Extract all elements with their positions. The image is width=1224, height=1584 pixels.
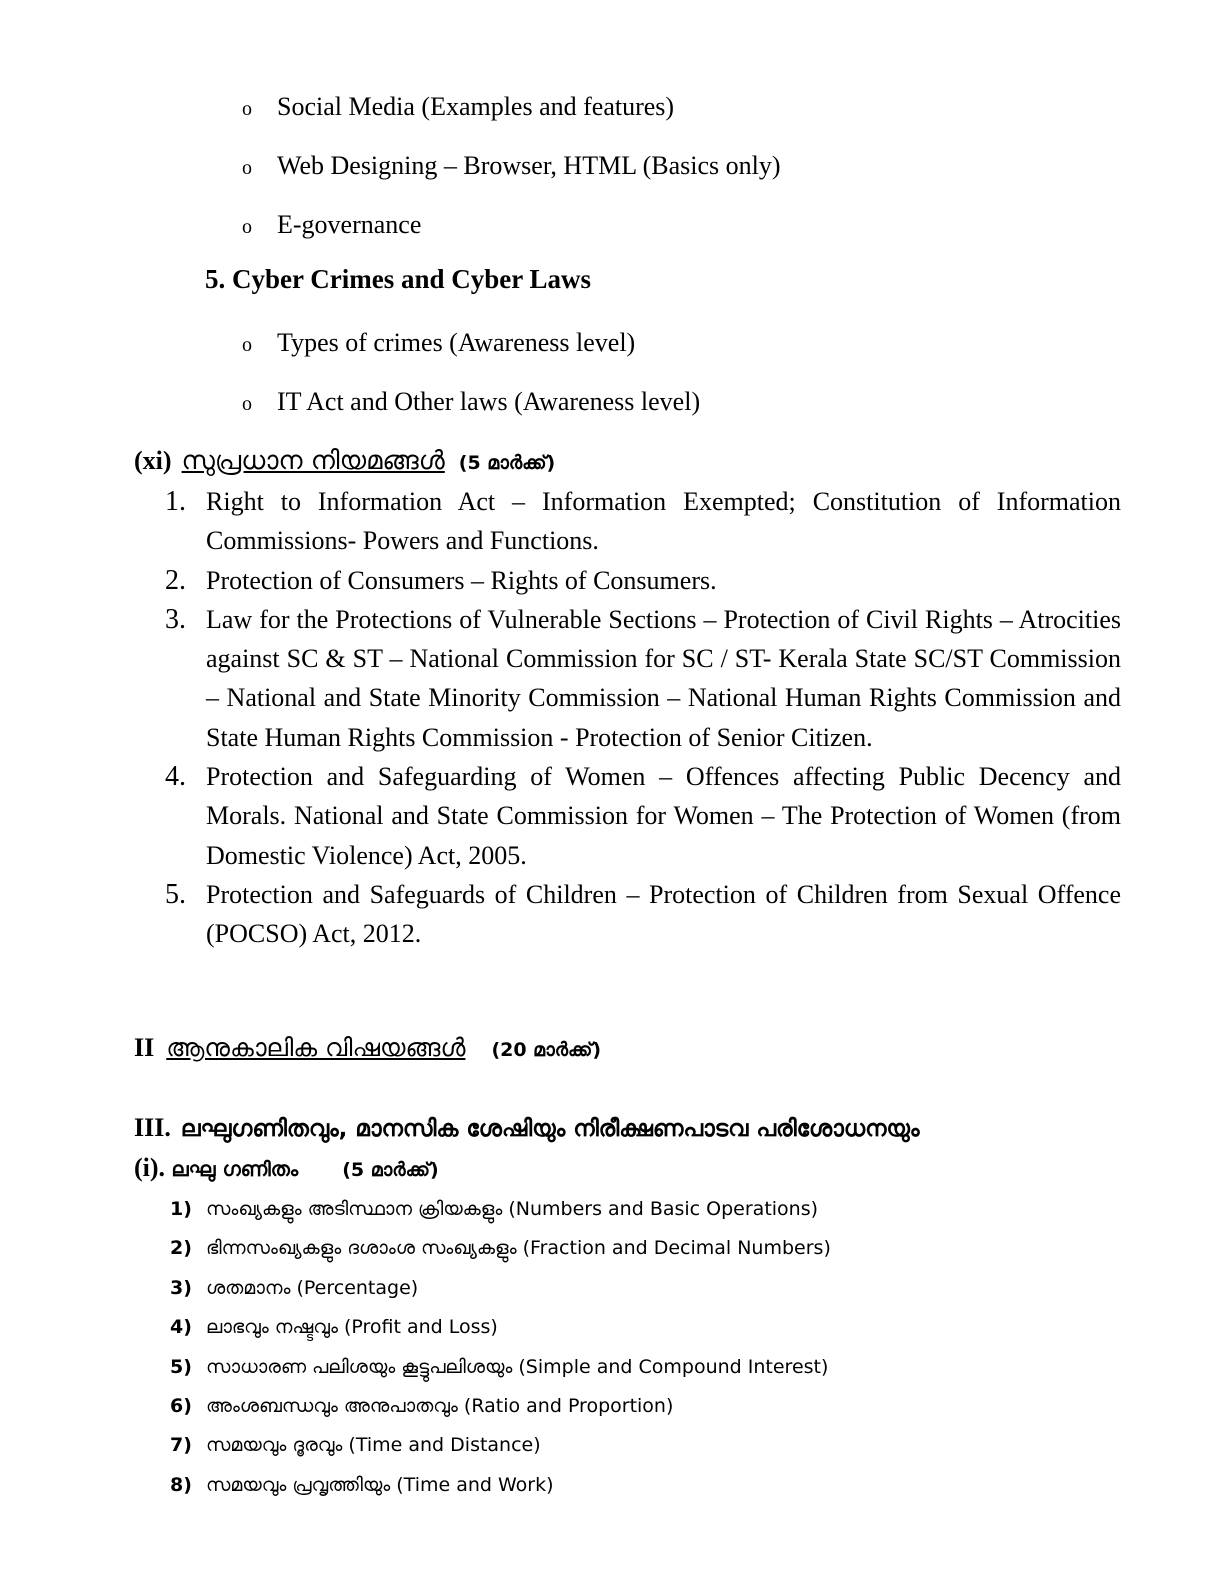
item-text: Law for the Protections of Vulnerable Sections – Protection of Civil Rights – Atrocities against SC & ST – National Commission for SC / ST- Kerala State SC/ST Commission – National and State Minority Commission – National Human Rights Commission and State Human Rights Commission - Protection of Senior Citizen. [206,604,1121,752]
item-text: സംഖ്യകളും അടിസ്ഥാന ക്രിയകളും (Numbers and Basic Operations) [206,1198,819,1220]
item-number: 5) [170,1355,192,1378]
list-item [242,145,781,204]
bullet-icon: o [242,157,252,179]
section-label: III. [134,1113,171,1142]
section-label: II [134,1033,155,1062]
bullet-icon: o [242,216,252,238]
item-number: 4) [170,1316,192,1339]
item-number: 3) [170,1276,192,1299]
item-number: 1. [165,486,186,517]
section-marks: (5 മാർക്ക്) [458,452,556,474]
item-text: ശതമാനം (Percentage) [206,1276,419,1299]
list-item [170,1348,831,1387]
item-number: 6) [170,1394,192,1417]
bullet-icon: o [242,393,252,415]
section-label: (i). [134,1153,166,1182]
item-text: സമയവും പ്രവൃത്തിയും (Time and Work) [206,1473,554,1496]
section-title: ലഘുഗണിതവും, മാനസിക ശേഷിയും നിരീക്ഷണപാടവ പരിശോധനയും [180,1116,920,1142]
section-marks: (20 മാർക്ക്) [491,1039,602,1061]
item-text: Protection and Safeguarding of Women – Offences affecting Public Decency and Morals. National and State Commission for Women – The Protection of Women (from Domestic Violence) Act, 2005. [206,762,1121,870]
item-text: Right to Information Act – Information Exempted; Constitution of Information Commissions- Powers and Functions. [206,487,1121,556]
list-item [165,482,1121,561]
item-text: സമയവും ദൂരവും (Time and Distance) [206,1434,541,1457]
item-number: 2) [170,1237,192,1260]
section-heading-iii [134,1113,920,1143]
item-number: 2. [165,564,186,596]
list-item [170,1426,831,1465]
laws-list [165,482,1121,954]
subsection-heading-i [134,1153,439,1183]
item-text: സാധാരണ പലിശയും കൂട്ടുപലിശയും (Simple and Compound Interest) [206,1355,829,1378]
section-label: (xi) [134,446,172,475]
item-number: 5. [165,878,186,910]
bullet-text: Social Media (Examples and features) [277,92,675,121]
list-item [170,1269,831,1308]
item-number: 8) [170,1473,192,1496]
item-number: 1) [170,1198,192,1220]
list-item [242,322,700,381]
list-item [165,600,1121,757]
bullet-text: E-governance [277,210,422,239]
list-item [170,1229,831,1268]
bullet-icon: o [242,98,252,120]
list-item [170,1308,831,1347]
list-item [165,757,1121,875]
sub5-bullet-list [242,322,700,440]
item-text: ലാഭവും നഷ്ടവും (Profit and Loss) [206,1316,498,1339]
bullet-text: IT Act and Other laws (Awareness level) [277,387,701,416]
list-item [165,561,1121,600]
top-bullet-list [242,86,781,263]
item-text: അംശബന്ധവും അനുപാതവും (Ratio and Proportion) [206,1394,674,1417]
list-item [170,1387,831,1426]
bullet-icon: o [242,334,252,356]
item-text: ഭിന്നസംഖ്യകളും ദശാംശ സംഖ്യകളും (Fraction and Decimal Numbers) [206,1237,831,1260]
bullet-text: Types of crimes (Awareness level) [277,328,636,357]
section-title: ലഘു ഗണിതം [171,1157,299,1181]
section-marks: (5 മാർക്ക്) [342,1159,439,1181]
list-item [242,86,781,145]
item-number: 7) [170,1434,192,1457]
section-title: സുപ്രധാന നിയമങ്ങൾ [181,446,445,476]
list-item [242,381,700,440]
item-text: Protection and Safeguards of Children – Protection of Children from Sexual Offence (POCSO) Act, 2012. [206,879,1121,949]
bullet-text: Web Designing – Browser, HTML (Basics only) [277,151,781,180]
section-title: ആനുകാലിക വിഷയങ്ങൾ [166,1033,466,1062]
item-number: 4. [165,761,186,793]
list-item [170,1466,831,1505]
item-text: Protection of Consumers – Rights of Consumers. [206,565,717,595]
item-number: 3. [165,603,186,635]
section-heading-ii [134,1033,601,1063]
list-item [170,1190,831,1229]
math-topics-list [170,1190,831,1505]
list-item [165,875,1121,954]
list-item [242,204,781,263]
subsection-heading: 5. Cyber Crimes and Cyber Laws [205,264,592,294]
section-heading-xi [134,446,555,477]
